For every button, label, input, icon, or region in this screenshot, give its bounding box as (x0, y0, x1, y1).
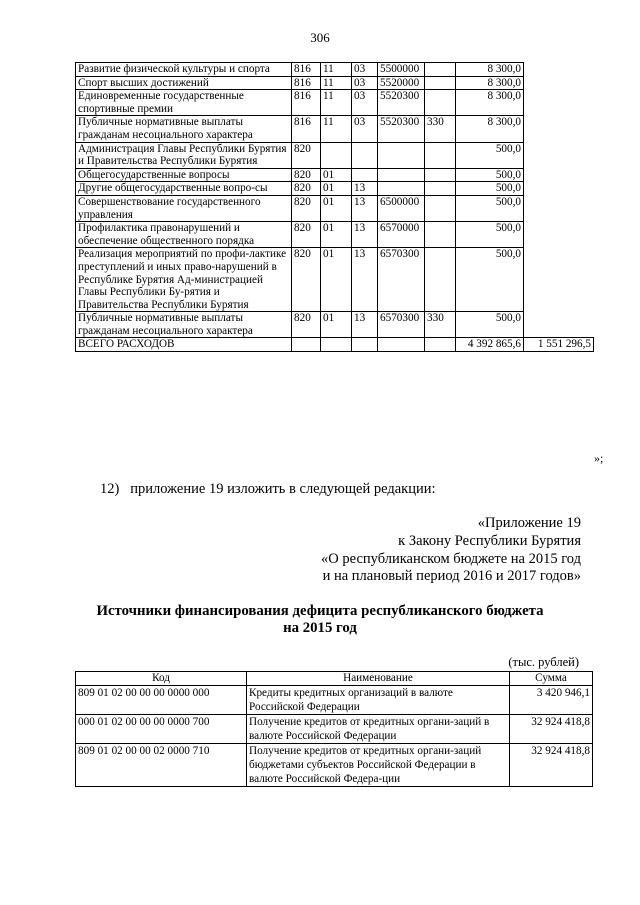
row-amount: 8 300,0 (456, 90, 524, 116)
empty-cell (292, 338, 321, 352)
row-vr (425, 142, 456, 168)
source-sum: 32 924 418,8 (510, 744, 593, 787)
source-code: 809 01 02 00 00 02 0000 710 (76, 744, 247, 787)
row-vr (425, 90, 456, 116)
row-pr: 03 (352, 90, 378, 116)
row-ved: 816 (292, 76, 321, 90)
row-pr: 03 (352, 76, 378, 90)
budget-table (75, 62, 594, 352)
row-ved: 816 (292, 116, 321, 142)
row-vr (425, 182, 456, 196)
row-pr (352, 168, 378, 182)
empty-cell (321, 338, 352, 352)
table-row (76, 182, 594, 196)
row-csr: 5520300 (378, 90, 425, 116)
row-pr: 13 (352, 248, 378, 312)
row-amount-2 (524, 168, 594, 182)
row-pr: 13 (352, 182, 378, 196)
row-rz: 01 (321, 222, 352, 248)
row-name: Администрация Главы Республики Бурятия и Правительства Республики Бурятия (76, 142, 292, 168)
row-amount: 8 300,0 (456, 76, 524, 90)
table-row (76, 116, 594, 142)
header-name: Наименование (247, 672, 510, 686)
row-csr (378, 182, 425, 196)
appendix-header-line: к Закону Республики Бурятия (398, 533, 581, 549)
row-pr: 13 (352, 312, 378, 338)
row-amount: 500,0 (456, 312, 524, 338)
row-name: Совершенствование государственного управления (76, 195, 292, 221)
total-amount: 4 392 865,6 (456, 338, 524, 352)
row-rz: 11 (321, 116, 352, 142)
table-row (76, 63, 594, 77)
row-amount: 500,0 (456, 168, 524, 182)
row-pr: 03 (352, 116, 378, 142)
row-name: Публичные нормативные выплаты гражданам несоциального характера (76, 116, 292, 142)
row-amount-2 (524, 222, 594, 248)
appendix-header-line: и на плановый период 2016 и 2017 годов» (322, 568, 581, 584)
row-csr: 6570300 (378, 248, 425, 312)
total-amount-2: 1 551 296,5 (524, 338, 594, 352)
row-name: Единовременные государственные спортивные премии (76, 90, 292, 116)
row-vr: 330 (425, 312, 456, 338)
appendix-header-line: «Приложение 19 (477, 515, 581, 531)
row-rz: 01 (321, 248, 352, 312)
row-name: Другие общегосударственные вопро-сы (76, 182, 292, 196)
table-row (76, 248, 594, 312)
table-row (76, 195, 594, 221)
row-vr (425, 168, 456, 182)
table-row (76, 686, 593, 715)
document-title (0, 603, 640, 637)
table-row (76, 222, 594, 248)
row-ved: 820 (292, 248, 321, 312)
row-ved: 816 (292, 90, 321, 116)
page-number: 306 (310, 30, 330, 45)
row-vr (425, 222, 456, 248)
row-pr (352, 142, 378, 168)
row-vr: 330 (425, 116, 456, 142)
closing-quote-mark: »; (594, 451, 604, 465)
row-pr: 13 (352, 222, 378, 248)
table-row (76, 715, 593, 744)
row-csr: 6500000 (378, 195, 425, 221)
row-csr: 6570000 (378, 222, 425, 248)
row-rz: 01 (321, 312, 352, 338)
row-name: Развитие физической культуры и спорта (76, 63, 292, 77)
row-amount: 500,0 (456, 142, 524, 168)
row-ved: 820 (292, 142, 321, 168)
source-name: Получение кредитов от кредитных органи-заций в валюте Российской Федерации (247, 715, 510, 744)
title-line: на 2015 год (283, 620, 357, 636)
row-name: Профилактика правонарушений и обеспечение общественного порядка (76, 222, 292, 248)
table-row (76, 90, 594, 116)
row-amount: 8 300,0 (456, 63, 524, 77)
row-rz: 01 (321, 168, 352, 182)
appendix-header-line: «О республиканском бюджете на 2015 год (321, 551, 581, 567)
row-csr: 5520000 (378, 76, 425, 90)
row-csr: 5520300 (378, 116, 425, 142)
row-vr (425, 76, 456, 90)
row-rz (321, 142, 352, 168)
empty-cell (425, 338, 456, 352)
row-rz: 11 (321, 63, 352, 77)
row-amount: 500,0 (456, 195, 524, 221)
row-ved: 820 (292, 168, 321, 182)
item-12-instruction: 12) приложение 19 изложить в следующей редакции: (100, 481, 436, 497)
row-amount: 8 300,0 (456, 116, 524, 142)
row-ved: 816 (292, 63, 321, 77)
units-label: (тыс. рублей) (508, 655, 579, 669)
row-amount-2 (524, 312, 594, 338)
source-code: 809 01 02 00 00 00 0000 000 (76, 686, 247, 715)
row-amount-2 (524, 76, 594, 90)
sources-table (75, 671, 593, 787)
source-sum: 32 924 418,8 (510, 715, 593, 744)
table-header-row (76, 672, 593, 686)
row-amount-2 (524, 90, 594, 116)
row-amount-2 (524, 195, 594, 221)
row-amount-2 (524, 182, 594, 196)
empty-cell (352, 338, 378, 352)
title-line: Источники финансирования дефицита республиканского бюджета (96, 603, 544, 619)
row-name: Публичные нормативные выплаты гражданам несоциального характера (76, 312, 292, 338)
row-amount-2 (524, 116, 594, 142)
row-name: Общегосударственные вопросы (76, 168, 292, 182)
row-csr (378, 142, 425, 168)
row-rz: 01 (321, 195, 352, 221)
row-csr: 6570300 (378, 312, 425, 338)
row-pr: 13 (352, 195, 378, 221)
row-ved: 820 (292, 312, 321, 338)
header-code: Код (76, 672, 247, 686)
source-sum: 3 420 946,1 (510, 686, 593, 715)
row-pr: 03 (352, 63, 378, 77)
row-rz: 11 (321, 76, 352, 90)
header-sum: Сумма (510, 672, 593, 686)
row-amount: 500,0 (456, 248, 524, 312)
row-ved: 820 (292, 195, 321, 221)
source-name: Кредиты кредитных организаций в валюте Российской Федерации (247, 686, 510, 715)
row-ved: 820 (292, 182, 321, 196)
row-csr (378, 168, 425, 182)
table-row (76, 744, 593, 787)
row-csr: 5500000 (378, 63, 425, 77)
row-amount: 500,0 (456, 182, 524, 196)
table-row (76, 312, 594, 338)
row-name: Спорт высших достижений (76, 76, 292, 90)
table-row (76, 168, 594, 182)
row-vr (425, 63, 456, 77)
table-row (76, 76, 594, 90)
row-amount-2 (524, 63, 594, 77)
empty-cell (378, 338, 425, 352)
row-rz: 01 (321, 182, 352, 196)
row-rz: 11 (321, 90, 352, 116)
total-row (76, 338, 594, 352)
row-vr (425, 195, 456, 221)
row-amount-2 (524, 248, 594, 312)
total-label: ВСЕГО РАСХОДОВ (76, 338, 292, 352)
row-ved: 820 (292, 222, 321, 248)
row-amount-2 (524, 142, 594, 168)
row-amount: 500,0 (456, 222, 524, 248)
row-name: Реализация мероприятий по профи-лактике преступлений и иных право-нарушений в Республике Бурятия Ад-министрацией Главы Республики Бу-рятия и Правительства Республики Бурятия (76, 248, 292, 312)
source-name: Получение кредитов от кредитных органи-заций бюджетами субъектов Российской Федерации в валюте Российской Федера-ции (247, 744, 510, 787)
table-row (76, 142, 594, 168)
source-code: 000 01 02 00 00 00 0000 700 (76, 715, 247, 744)
row-vr (425, 248, 456, 312)
